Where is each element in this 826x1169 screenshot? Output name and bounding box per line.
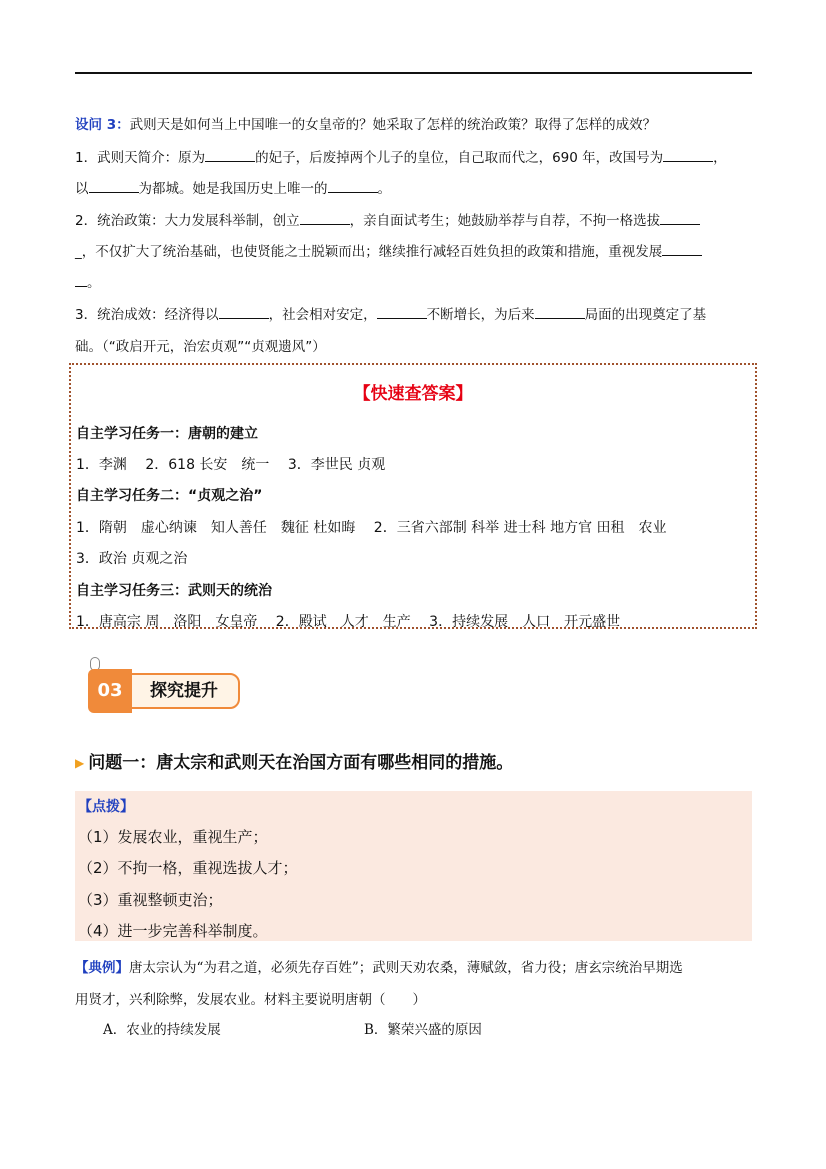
fill-blank[interactable] [219, 306, 269, 319]
text-segment: _，不仅扩大了统治基础，也使贤能之士脱颖而出；继续推行减轻百姓负担的政策和措施，重视发展 [75, 244, 663, 260]
problem-text: 问题一：唐太宗和武则天在治国方面有哪些相同的措施。 [88, 753, 514, 773]
q3-line-4 [75, 240, 755, 260]
example-line-2: 用贤才，兴利除弊，发展农业。材料主要说明唐朝（ ） [75, 992, 426, 1008]
text-segment: 3．统治成效：经济得以 [75, 307, 219, 323]
task3-title: 自主学习任务三：武则天的统治 [76, 583, 272, 599]
answer-box-title: 【快速查答案】 [353, 384, 473, 404]
task1-title: 自主学习任务一：唐朝的建立 [76, 426, 258, 442]
top-rule [75, 72, 752, 74]
section-number: 03 [88, 669, 132, 713]
text-segment: 为都城。她是我国历史上唯一的 [138, 181, 328, 197]
question-label: 设问 3： [75, 117, 130, 133]
fill-blank[interactable] [535, 306, 585, 319]
text-segment: 。 [377, 181, 391, 197]
quick-answer-box [69, 363, 757, 629]
text-segment: 础。（“政启开元，治宏贞观”“贞观遗风”） [75, 339, 326, 355]
text-segment: 1．武则天简介：原为 [75, 150, 206, 166]
text-segment: 局面的出现奠定了基 [584, 307, 707, 323]
example-text: 唐太宗认为“为君之道，必须先存百姓”；武则天劝农桑，薄赋敛，省力役；唐玄宗统治早期选 [129, 960, 683, 976]
q3-line-2 [75, 177, 755, 197]
q3-line-7 [75, 335, 755, 355]
text-segment: 以 [75, 181, 89, 197]
task2-answers-2: 3．政治 贞观之治 [76, 551, 188, 567]
q3-line-5 [75, 271, 755, 291]
text-segment: ，亲自面试考生；她鼓励举荐与自荐，不拘一格选拔 [349, 213, 661, 229]
hint-title: 【点拨】 [78, 799, 134, 815]
section-badge [88, 669, 240, 713]
question-text: 武则天是如何当上中国唯一的女皇帝的？她采取了怎样的统治政策？取得了怎样的成效？ [129, 117, 657, 133]
text-segment: 。 [87, 275, 101, 291]
section-title: 探究提升 [128, 673, 240, 709]
fill-blank[interactable] [205, 149, 255, 162]
text-segment: 2．统治政策：大力发展科举制，创立 [75, 213, 300, 229]
fill-blank[interactable] [300, 212, 350, 225]
hint-item: （4）进一步完善科举制度。 [78, 922, 268, 940]
fill-blank[interactable] [377, 306, 427, 319]
problem-1 [75, 748, 513, 773]
fill-blank[interactable] [662, 243, 702, 256]
q3-line-6 [75, 303, 755, 323]
q3-line-1 [75, 146, 755, 166]
hint-box [75, 791, 752, 941]
text-segment: ， [713, 150, 727, 166]
option-a[interactable]: A．农业的持续发展 [103, 1022, 221, 1038]
example-line-1 [75, 956, 755, 976]
task2-answers-1: 1．隋朝 虚心纳谏 知人善任 魏征 杜如晦 2．三省六部制 科举 进士科 地方官 田租 农业 [76, 520, 667, 536]
hint-item: （2）不拘一格，重视选拔人才； [78, 859, 298, 877]
question-3 [75, 113, 755, 133]
fill-blank[interactable] [75, 274, 87, 287]
hint-item: （1）发展农业，重视生产； [78, 828, 268, 846]
q3-line-3 [75, 209, 755, 229]
task2-title: 自主学习任务二：“贞观之治” [76, 488, 263, 504]
option-b[interactable]: B．繁荣兴盛的原因 [364, 1022, 482, 1038]
text-segment: ，社会相对安定， [268, 307, 377, 323]
example-label: 【典例】 [75, 960, 129, 976]
task1-answers: 1．李渊 2．618 长安 统一 3．李世民 贞观 [76, 457, 386, 473]
triangle-bullet-icon: ▶ [75, 756, 85, 770]
fill-blank[interactable] [328, 180, 378, 193]
text-segment: 的妃子，后废掉两个儿子的皇位，自己取而代之，690 年，改国号为 [255, 150, 664, 166]
fill-blank[interactable] [660, 212, 700, 225]
fill-blank[interactable] [89, 180, 139, 193]
hint-item: （3）重视整顿吏治； [78, 891, 223, 909]
task3-answers: 1．唐高宗 周 洛阳 女皇帝 2．殿试 人才 生产 3．持续发展 人口 开元盛世 [76, 614, 621, 630]
text-segment: 不断增长，为后来 [426, 307, 535, 323]
fill-blank[interactable] [663, 149, 713, 162]
